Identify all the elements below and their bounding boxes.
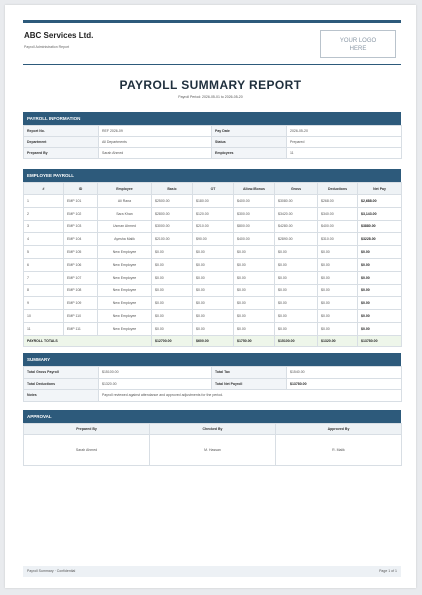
summary-row — [24, 378, 402, 390]
table-cell: $3228.00 — [358, 233, 402, 246]
table-cell: EMP 104 — [64, 233, 98, 246]
info-value: REF 2026-09 — [99, 126, 212, 137]
column-header: Deductions — [318, 183, 358, 195]
summary-heading: SUMMARY — [23, 353, 401, 366]
table-cell: $0.00 — [193, 310, 234, 323]
employee-payroll-heading: EMPLOYEE PAYROLL — [23, 169, 401, 182]
page-footer — [23, 566, 401, 577]
table-cell: $0.00 — [318, 322, 358, 335]
table-cell: $3,143.00 — [358, 207, 402, 220]
table-cell: 3 — [24, 220, 64, 233]
totals-cell: $600.00 — [193, 335, 234, 346]
table-cell: $400.00 — [234, 195, 275, 208]
report-page — [5, 5, 416, 588]
table-cell: $800.00 — [234, 220, 275, 233]
table-cell: $3000.00 — [152, 220, 193, 233]
table-row — [24, 271, 402, 284]
table-cell: $0.00 — [234, 297, 275, 310]
table-cell: New Employee — [98, 297, 152, 310]
table-cell: 2 — [24, 207, 64, 220]
top-accent-bar — [23, 20, 401, 23]
table-cell: $0.00 — [275, 246, 318, 259]
table-cell: New Employee — [98, 271, 152, 284]
column-header: Allow./Bonus — [234, 183, 275, 195]
table-cell: New Employee — [98, 284, 152, 297]
table-cell: New Employee — [98, 310, 152, 323]
table-cell: $0.00 — [193, 284, 234, 297]
notes-label: Notes — [24, 390, 99, 402]
summary-label: Total Gross Payroll — [24, 367, 99, 379]
table-cell: $0.00 — [358, 322, 402, 335]
table-cell: $0.00 — [234, 246, 275, 259]
table-cell: $0.00 — [318, 258, 358, 271]
table-cell: $0.00 — [275, 271, 318, 284]
table-cell: $0.00 — [318, 271, 358, 284]
company-subtitle: Payroll Administration Report — [24, 45, 70, 49]
table-cell: 10 — [24, 310, 64, 323]
table-cell: $2,688.00 — [358, 195, 402, 208]
approval-heading: APPROVAL — [23, 410, 401, 423]
table-cell: New Employee — [98, 322, 152, 335]
summary-value: $1540.00 — [287, 367, 402, 379]
table-row — [24, 220, 402, 233]
table-cell: $0.00 — [318, 297, 358, 310]
table-cell: $0.00 — [152, 271, 193, 284]
table-cell: $0.00 — [234, 271, 275, 284]
table-cell: EMP 103 — [64, 220, 98, 233]
table-cell: $120.00 — [193, 207, 234, 220]
table-row — [24, 207, 402, 220]
info-row — [24, 126, 402, 137]
table-cell: $400.00 — [318, 220, 358, 233]
payroll-info-heading: PAYROLL INFORMATION — [23, 112, 401, 125]
column-header: Employee — [98, 183, 152, 195]
table-cell: $3880.00 — [358, 220, 402, 233]
table-cell: EMP 105 — [64, 246, 98, 259]
info-row — [24, 148, 402, 159]
table-cell: $90.00 — [193, 233, 234, 246]
info-label: Status — [212, 137, 287, 148]
table-cell: EMP 109 — [64, 297, 98, 310]
table-row — [24, 284, 402, 297]
table-cell: New Employee — [98, 246, 152, 259]
table-cell: $0.00 — [152, 297, 193, 310]
table-cell: 8 — [24, 284, 64, 297]
table-cell: Ayesha Malik — [98, 233, 152, 246]
info-label: Pay Date — [212, 126, 287, 137]
table-cell: $0.00 — [318, 246, 358, 259]
approval-signatory: Sarah Ahmed — [24, 435, 150, 466]
employee-payroll-table — [23, 182, 402, 347]
table-cell: $0.00 — [275, 310, 318, 323]
table-row — [24, 322, 402, 335]
summary-value: $15100.00 — [99, 367, 212, 379]
summary-row — [24, 367, 402, 379]
table-cell: $0.00 — [358, 258, 402, 271]
table-cell: 1 — [24, 195, 64, 208]
table-cell: 7 — [24, 271, 64, 284]
approval-role: Checked By — [150, 424, 276, 435]
table-cell: $0.00 — [152, 322, 193, 335]
table-row — [24, 246, 402, 259]
table-cell: $300.00 — [234, 207, 275, 220]
totals-row — [24, 335, 402, 346]
table-cell: $340.00 — [318, 207, 358, 220]
summary-value: $1320.00 — [99, 378, 212, 390]
info-value: 2026-05-20 — [287, 126, 402, 137]
company-name: ABC Services Ltd. — [24, 31, 94, 40]
table-cell: EMP 111 — [64, 322, 98, 335]
approval-signatory: R. Malik — [276, 435, 402, 466]
totals-cell: $13780.00 — [358, 335, 402, 346]
table-cell: $0.00 — [358, 297, 402, 310]
table-cell: $0.00 — [234, 258, 275, 271]
summary-value: $13780.00 — [287, 378, 402, 390]
table-cell: EMP 107 — [64, 271, 98, 284]
summary-label: Total Net Payroll — [212, 378, 287, 390]
column-header: Basic — [152, 183, 193, 195]
table-cell: $0.00 — [275, 297, 318, 310]
table-cell: $0.00 — [275, 322, 318, 335]
info-value: Prepared — [287, 137, 402, 148]
table-cell: $0.00 — [318, 310, 358, 323]
table-cell: $268.00 — [318, 195, 358, 208]
info-row — [24, 137, 402, 148]
table-cell: Sara Khan — [98, 207, 152, 220]
table-cell: $0.00 — [193, 271, 234, 284]
table-cell: $310.00 — [318, 233, 358, 246]
table-cell: 9 — [24, 297, 64, 310]
payroll-info-table — [23, 125, 402, 159]
table-cell: $0.00 — [193, 297, 234, 310]
table-cell: EMP 106 — [64, 258, 98, 271]
table-cell: EMP 110 — [64, 310, 98, 323]
info-label: Employees — [212, 148, 287, 159]
table-cell: $0.00 — [193, 246, 234, 259]
table-cell: 5 — [24, 246, 64, 259]
table-cell: EMP 108 — [64, 284, 98, 297]
table-cell: $400.00 — [234, 233, 275, 246]
table-cell: New Employee — [98, 258, 152, 271]
table-cell: $0.00 — [193, 322, 234, 335]
table-cell: $180.00 — [193, 195, 234, 208]
table-row — [24, 195, 402, 208]
table-cell: $0.00 — [234, 310, 275, 323]
table-row — [24, 310, 402, 323]
table-cell: Usman Ahmed — [98, 220, 152, 233]
logo-line-2: HERE — [349, 46, 367, 52]
approval-table — [23, 423, 402, 466]
column-header: Gross — [275, 183, 318, 195]
notes-row — [24, 390, 402, 402]
summary-table — [23, 366, 402, 402]
table-cell: $0.00 — [358, 284, 402, 297]
table-cell: $0.00 — [234, 322, 275, 335]
info-value: Sarah Ahmed — [99, 148, 212, 159]
table-row — [24, 233, 402, 246]
logo-line-1: YOUR LOGO — [339, 38, 377, 44]
table-cell: $0.00 — [152, 246, 193, 259]
summary-label: Total Tax — [212, 367, 287, 379]
table-cell: 6 — [24, 258, 64, 271]
column-header: OT — [193, 183, 234, 195]
table-cell: $2500.00 — [152, 195, 193, 208]
totals-cell: $12700.00 — [152, 335, 193, 346]
info-label: Report No. — [24, 126, 99, 137]
notes-text: Payroll reviewed against attendance and approved adjustments for the period. — [99, 390, 402, 402]
table-cell: EMP 101 — [64, 195, 98, 208]
table-cell: $210.00 — [193, 220, 234, 233]
table-cell: Ali Rana — [98, 195, 152, 208]
table-cell: $0.00 — [152, 258, 193, 271]
info-value: All Departments — [99, 137, 212, 148]
column-header: ID — [64, 183, 98, 195]
table-cell: $0.00 — [358, 246, 402, 259]
table-cell: $2890.00 — [275, 233, 318, 246]
table-cell: 4 — [24, 233, 64, 246]
summary-label: Total Deductions — [24, 378, 99, 390]
table-cell: $0.00 — [193, 258, 234, 271]
totals-cell: $1320.00 — [318, 335, 358, 346]
info-label: Department — [24, 137, 99, 148]
logo-placeholder — [320, 30, 396, 58]
column-header: Net Pay — [358, 183, 402, 195]
table-cell: 11 — [24, 322, 64, 335]
table-cell: $0.00 — [234, 284, 275, 297]
column-header: # — [24, 183, 64, 195]
totals-cell: $1750.00 — [234, 335, 275, 346]
info-label: Prepared By — [24, 148, 99, 159]
info-value: 11 — [287, 148, 402, 159]
table-cell: $2800.00 — [152, 207, 193, 220]
totals-label: PAYROLL TOTALS — [24, 335, 152, 346]
footer-left-text: Payroll Summary · Confidential — [27, 569, 76, 573]
table-row — [24, 258, 402, 271]
approval-role: Approved By — [276, 424, 402, 435]
footer-page-number: Page 1 of 1 — [379, 569, 397, 573]
table-cell: $0.00 — [318, 284, 358, 297]
payroll-period: Payroll Period: 2026-05-01 to 2026-05-20 — [178, 95, 243, 99]
totals-cell: $15100.00 — [275, 335, 318, 346]
table-cell: $3420.00 — [275, 207, 318, 220]
table-cell: EMP 102 — [64, 207, 98, 220]
table-cell: $3080.00 — [275, 195, 318, 208]
table-cell: $0.00 — [275, 258, 318, 271]
table-cell: $4280.00 — [275, 220, 318, 233]
table-cell: $2100.00 — [152, 233, 193, 246]
table-cell: $0.00 — [358, 271, 402, 284]
table-cell: $0.00 — [275, 284, 318, 297]
report-title: PAYROLL SUMMARY REPORT — [119, 78, 302, 92]
header-divider — [23, 64, 401, 65]
table-cell: $0.00 — [152, 310, 193, 323]
table-row — [24, 297, 402, 310]
approval-role: Prepared By — [24, 424, 150, 435]
table-cell: $0.00 — [152, 284, 193, 297]
table-cell: $0.00 — [358, 310, 402, 323]
approval-signatory: M. Hassan — [150, 435, 276, 466]
